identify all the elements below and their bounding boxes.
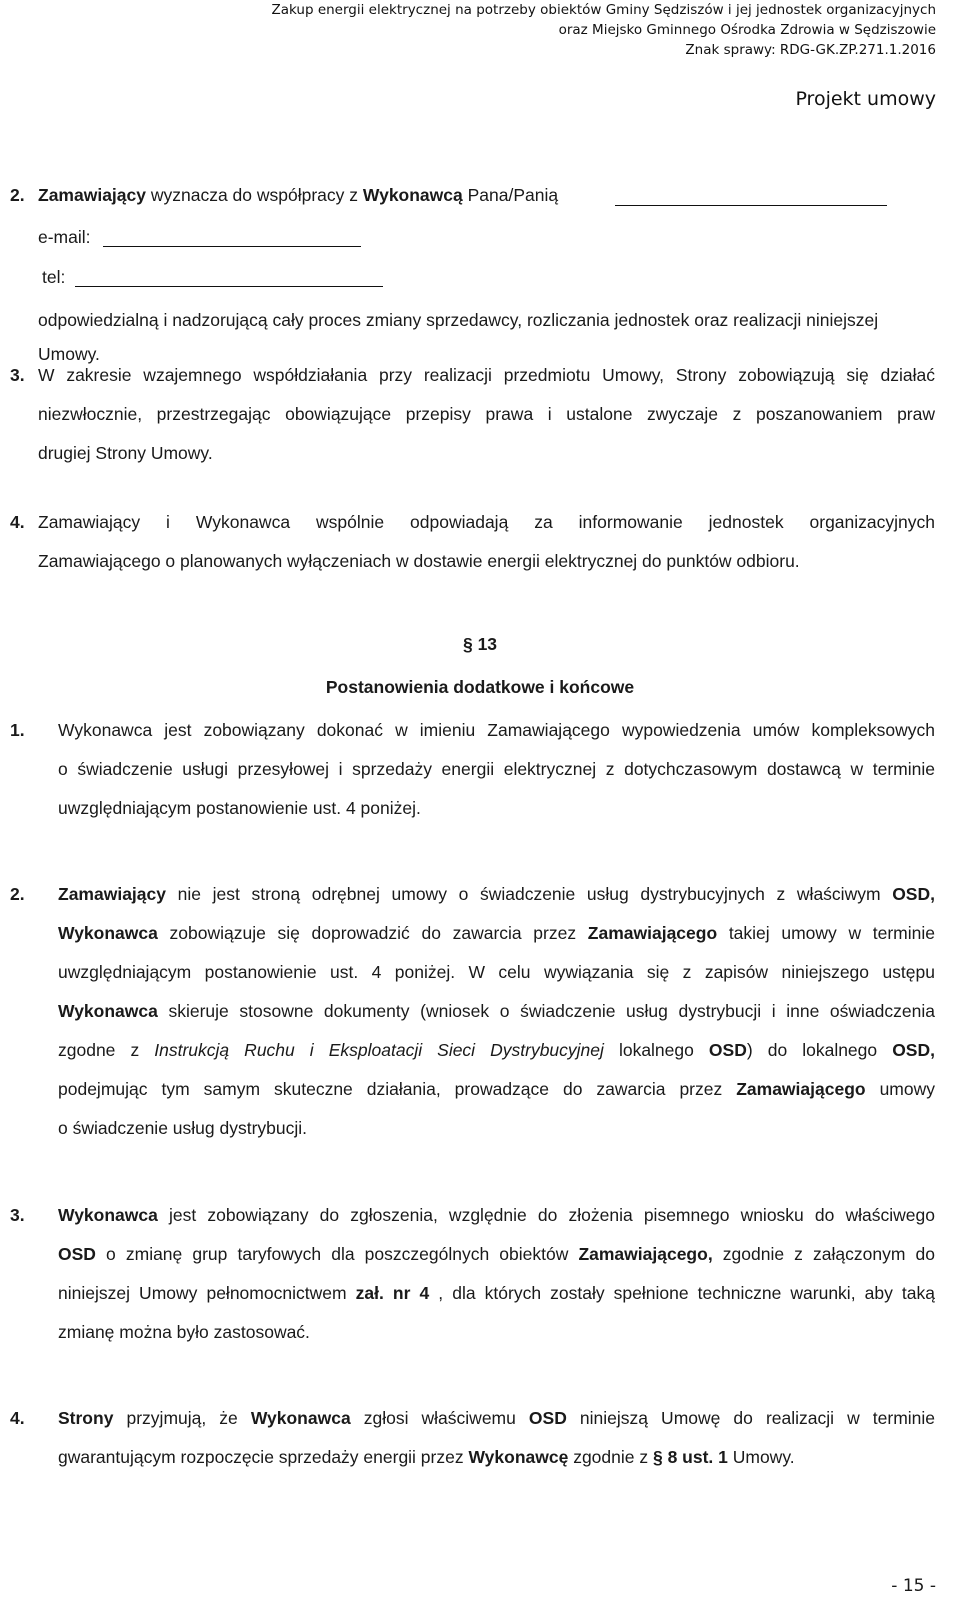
section-point-3-line-1 — [58, 1203, 935, 1227]
para-4-line-2: Zamawiającego o planowanych wyłączeniach w dostawie energii elektrycznej do punktów odbioru. — [38, 551, 800, 571]
bold-text: OSD — [892, 884, 931, 904]
text: wyznacza do współpracy z — [145, 185, 363, 205]
text: zgodnie z załączonym do — [712, 1244, 935, 1264]
bold-text: Zamawiającego, — [578, 1244, 713, 1264]
bold-text: OSD — [58, 1244, 96, 1264]
text: umowy — [865, 1079, 935, 1099]
text: zgłosi właściwemu — [350, 1408, 529, 1428]
section-title: Postanowienia dodatkowe i końcowe — [325, 677, 635, 697]
header-title: Zakup energii elektrycznej na potrzeby obiektów Gminy Sędziszów i jej jednostek organizacyjnych — [271, 2, 936, 18]
text: Umowy. — [727, 1447, 795, 1467]
page-number: - 15 - — [891, 1576, 936, 1596]
header-subtitle: oraz Miejsko Gminnego Ośrodka Zdrowia w Sędziszowie — [558, 22, 936, 38]
bold-text: OSD — [528, 1408, 567, 1428]
section-point-2-line-3: uwzględniającym postanowienie ust. 4 poniżej. W celu wywiązania się z zapisów niniejszego ustępu — [58, 962, 935, 982]
bold-text: Strony — [58, 1408, 114, 1428]
text: ) do lokalnego — [746, 1040, 893, 1060]
para-3-number: 3. — [10, 365, 25, 385]
text: , dla których zostały spełnione techniczne warunki, aby taką — [429, 1283, 935, 1303]
email-label: e-mail: — [38, 227, 91, 247]
section-point-2-line-6 — [58, 1077, 935, 1101]
section-point-2-line-2 — [58, 921, 935, 945]
para-3-line-3: drugiej Strony Umowy. — [38, 443, 213, 463]
bold-text: Wykonawcą — [362, 185, 463, 205]
text: Pana/Panią — [462, 185, 559, 205]
header-project-label: Projekt umowy — [795, 88, 936, 110]
section-point-4-line-1 — [58, 1406, 935, 1430]
text: o zmianę grup taryfowych dla poszczególnych obiektów — [95, 1244, 579, 1264]
italic-text: Instrukcją Ruchu i Eksploatacji Sieci Dystrybucyjnej — [154, 1040, 604, 1060]
bold-text: , — [930, 1040, 935, 1060]
text: niniejszej Umowy pełnomocnictwem — [58, 1283, 356, 1303]
text: niniejszą Umowę do realizacji w terminie — [566, 1408, 936, 1428]
bold-text: Wykonawca — [58, 923, 158, 943]
bold-text: Wykonawcę — [468, 1447, 569, 1467]
section-point-3-line-3 — [58, 1281, 935, 1305]
name-blank-line — [615, 187, 887, 206]
text: lokalnego — [603, 1040, 709, 1060]
text: nie jest stroną odrębnej umowy o świadczenie usług dystrybucyjnych z właściwym — [165, 884, 893, 904]
text: przyjmują, że — [113, 1408, 251, 1428]
section-point-3-line-2 — [58, 1242, 935, 1266]
section-point-2-number: 2. — [10, 884, 25, 904]
text: skieruje stosowne dokumenty (wniosek o świadczenie usług dystrybucji i inne oświadczenia — [157, 1001, 935, 1021]
section-point-2-line-7: o świadczenie usług dystrybucji. — [58, 1118, 308, 1138]
bold-text: , — [930, 884, 935, 904]
bold-text: OSD — [892, 1040, 931, 1060]
tel-blank-line — [75, 268, 383, 287]
section-point-1-line-3: uwzględniającym postanowienie ust. 4 poniżej. — [58, 798, 421, 818]
bold-text: Zamawiającego — [736, 1079, 866, 1099]
bold-text: § 8 ust. 1 — [652, 1447, 728, 1467]
text: podejmując tym samym skuteczne działania, prowadzące do zawarcia przez — [58, 1079, 737, 1099]
bold-text: Zamawiający — [58, 884, 166, 904]
text: zgodne z — [58, 1040, 155, 1060]
section-point-2-line-4 — [58, 999, 935, 1023]
bold-text: Zamawiający — [38, 185, 146, 205]
bold-text: OSD — [708, 1040, 747, 1060]
bold-text: zał. nr 4 — [355, 1283, 430, 1303]
para-2-number: 2. — [10, 185, 25, 205]
text: jest zobowiązany do zgłoszenia, względnie do złożenia pisemnego wniosku do właściwego — [157, 1205, 935, 1225]
section-point-2-line-1 — [58, 882, 935, 906]
text: takiej umowy w terminie — [717, 923, 935, 943]
text: zobowiązuje się doprowadzić do zawarcia przez — [157, 923, 588, 943]
para-4-line-1: Zamawiający i Wykonawca wspólnie odpowiadają za informowanie jednostek organizacyjnych — [38, 512, 935, 532]
para-3-line-2: niezwłocznie, przestrzegając obowiązujące przepisy prawa i ustalone zwyczaje z poszanowaniem praw — [38, 404, 935, 424]
email-blank-line — [103, 228, 361, 247]
section-point-1-number: 1. — [10, 720, 25, 740]
section-point-4-line-2 — [58, 1445, 795, 1469]
tel-label: tel: — [42, 267, 66, 287]
header-case-number: Znak sprawy: RDG-GK.ZP.271.1.2016 — [685, 42, 936, 58]
para-2-line-3: odpowiedzialną i nadzorującą cały proces zmiany sprzedawcy, rozliczania jednostek oraz realizacji niniejszej — [38, 310, 879, 330]
bold-text: Wykonawca — [58, 1205, 158, 1225]
section-number: § 13 — [462, 634, 498, 654]
para-2-line-1 — [38, 183, 558, 207]
text: gwarantującym rozpoczęcie sprzedaży energii przez — [58, 1447, 469, 1467]
para-2-line-4: Umowy. — [38, 344, 100, 364]
para-4-number: 4. — [10, 512, 25, 532]
section-point-4-number: 4. — [10, 1408, 25, 1428]
para-3-line-1: W zakresie wzajemnego współdziałania przy realizacji przedmiotu Umowy, Strony zobowiązują się działać — [38, 365, 935, 385]
section-point-3-number: 3. — [10, 1205, 25, 1225]
bold-text: Wykonawca — [58, 1001, 158, 1021]
section-point-1-line-1: Wykonawca jest zobowiązany dokonać w imieniu Zamawiającego wypowiedzenia umów kompleksowych — [58, 720, 935, 740]
section-point-1-line-2: o świadczenie usługi przesyłowej i sprzedaży energii elektrycznej z dotychczasowym dostawcą w terminie — [58, 759, 935, 779]
text: zgodnie z — [568, 1447, 653, 1467]
bold-text: Zamawiającego — [587, 923, 718, 943]
section-point-2-line-5 — [58, 1038, 935, 1062]
bold-text: Wykonawca — [250, 1408, 351, 1428]
section-point-3-line-4: zmianę można było zastosować. — [58, 1322, 310, 1342]
